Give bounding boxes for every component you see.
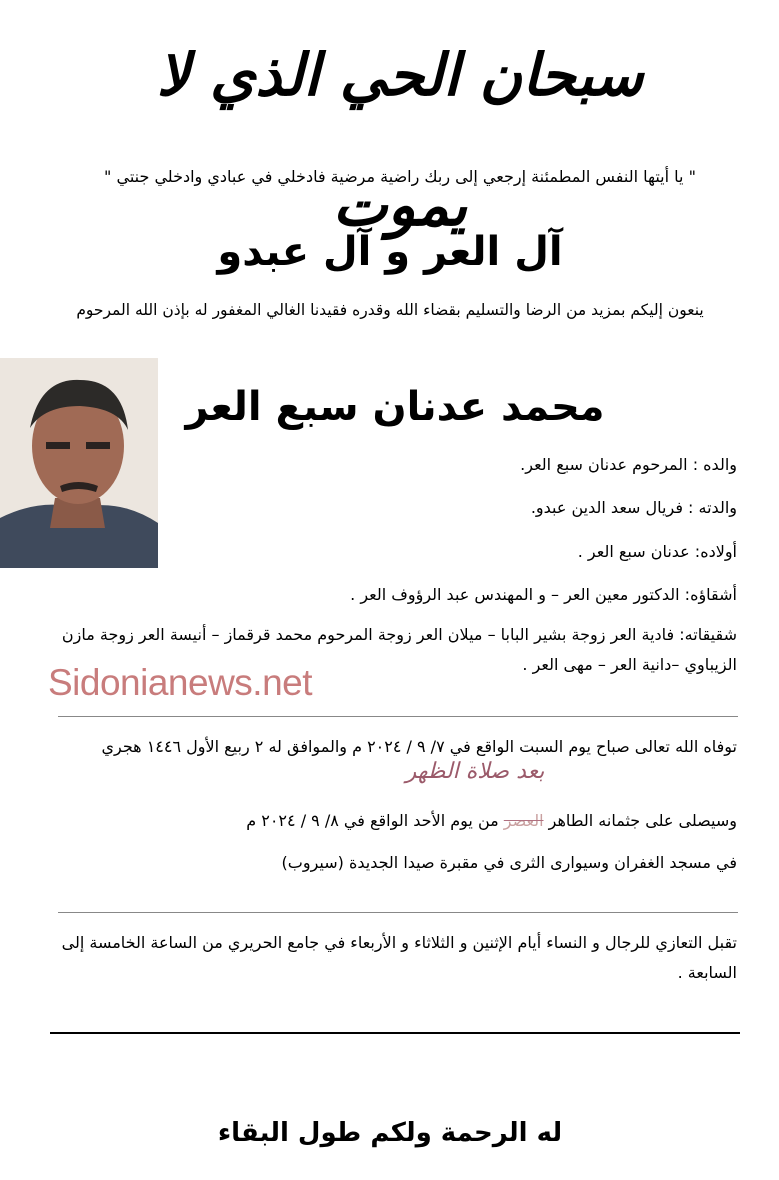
death-notice: توفاه الله تعالى صباح يوم السبت الواقع في ٧/ ٩ / ٢٠٢٤ م والموافق له ٢ ربيع الأول ١٤٤٦ هجري xyxy=(101,737,737,756)
deceased-photo xyxy=(0,358,158,568)
portrait-image xyxy=(0,358,158,568)
watermark: Sidonianews.net xyxy=(48,662,313,703)
children-line: أولاده: عدنان سبع العر . xyxy=(577,542,737,561)
brothers-line: أشقاؤه: الدكتور معين العر – و المهندس عبد الرؤوف العر . xyxy=(350,585,737,604)
sisters-line: شقيقاته: فادية العر زوجة بشير البابا – ميلان العر زوجة المرحوم محمد قرقماز – أنيسة العر زوجة مازن الزيباوي –دانية العر – مهى العر . xyxy=(61,625,737,674)
father-line: والده : المرحوم عدنان سبع العر. xyxy=(520,455,737,474)
handwritten-correction: بعد صلاة الظهر xyxy=(405,759,545,784)
announcement-text: ينعون إليكم بمزيد من الرضا والتسليم بقضاء الله وقدره فقيدنا الغالي المغفور له بإذن الله المرحوم xyxy=(76,301,704,319)
funeral-location: في مسجد الغفران وسيوارى الثرى في مقبرة صيدا الجديدة (سيروب) xyxy=(281,853,737,872)
quran-verse: " يا أيتها النفس المطمئنة إرجعي إلى ربك راضية مرضية فادخلي في عبادي وادخلي جنتي " xyxy=(104,167,696,186)
divider xyxy=(58,912,738,913)
struck-word: العصر xyxy=(503,811,544,830)
header-calligraphy: سبحان الحي الذي لا يموت xyxy=(156,41,644,239)
funeral-line xyxy=(37,806,737,836)
family-title: آل العر و آل عبدو xyxy=(217,229,563,275)
closing-text: له الرحمة ولكم طول البقاء xyxy=(217,1118,563,1148)
divider xyxy=(58,716,738,717)
condolences-text: تقبل التعازي للرجال و النساء أيام الإثنين و الثلاثاء و الأربعاء في جامع الحريري من الساعة الخامسة إلى السابعة . xyxy=(61,933,737,982)
funeral-text-after: من يوم الأحد الواقع في ٨/ ٩ / ٢٠٢٤ م xyxy=(246,811,499,830)
deceased-name: محمد عدنان سبع العر xyxy=(185,384,605,430)
mother-line: والدته : فريال سعد الدين عبدو. xyxy=(530,498,737,517)
funeral-text-before: وسيصلى على جثمانه الطاهر xyxy=(548,811,737,830)
divider-thick xyxy=(50,1032,740,1034)
